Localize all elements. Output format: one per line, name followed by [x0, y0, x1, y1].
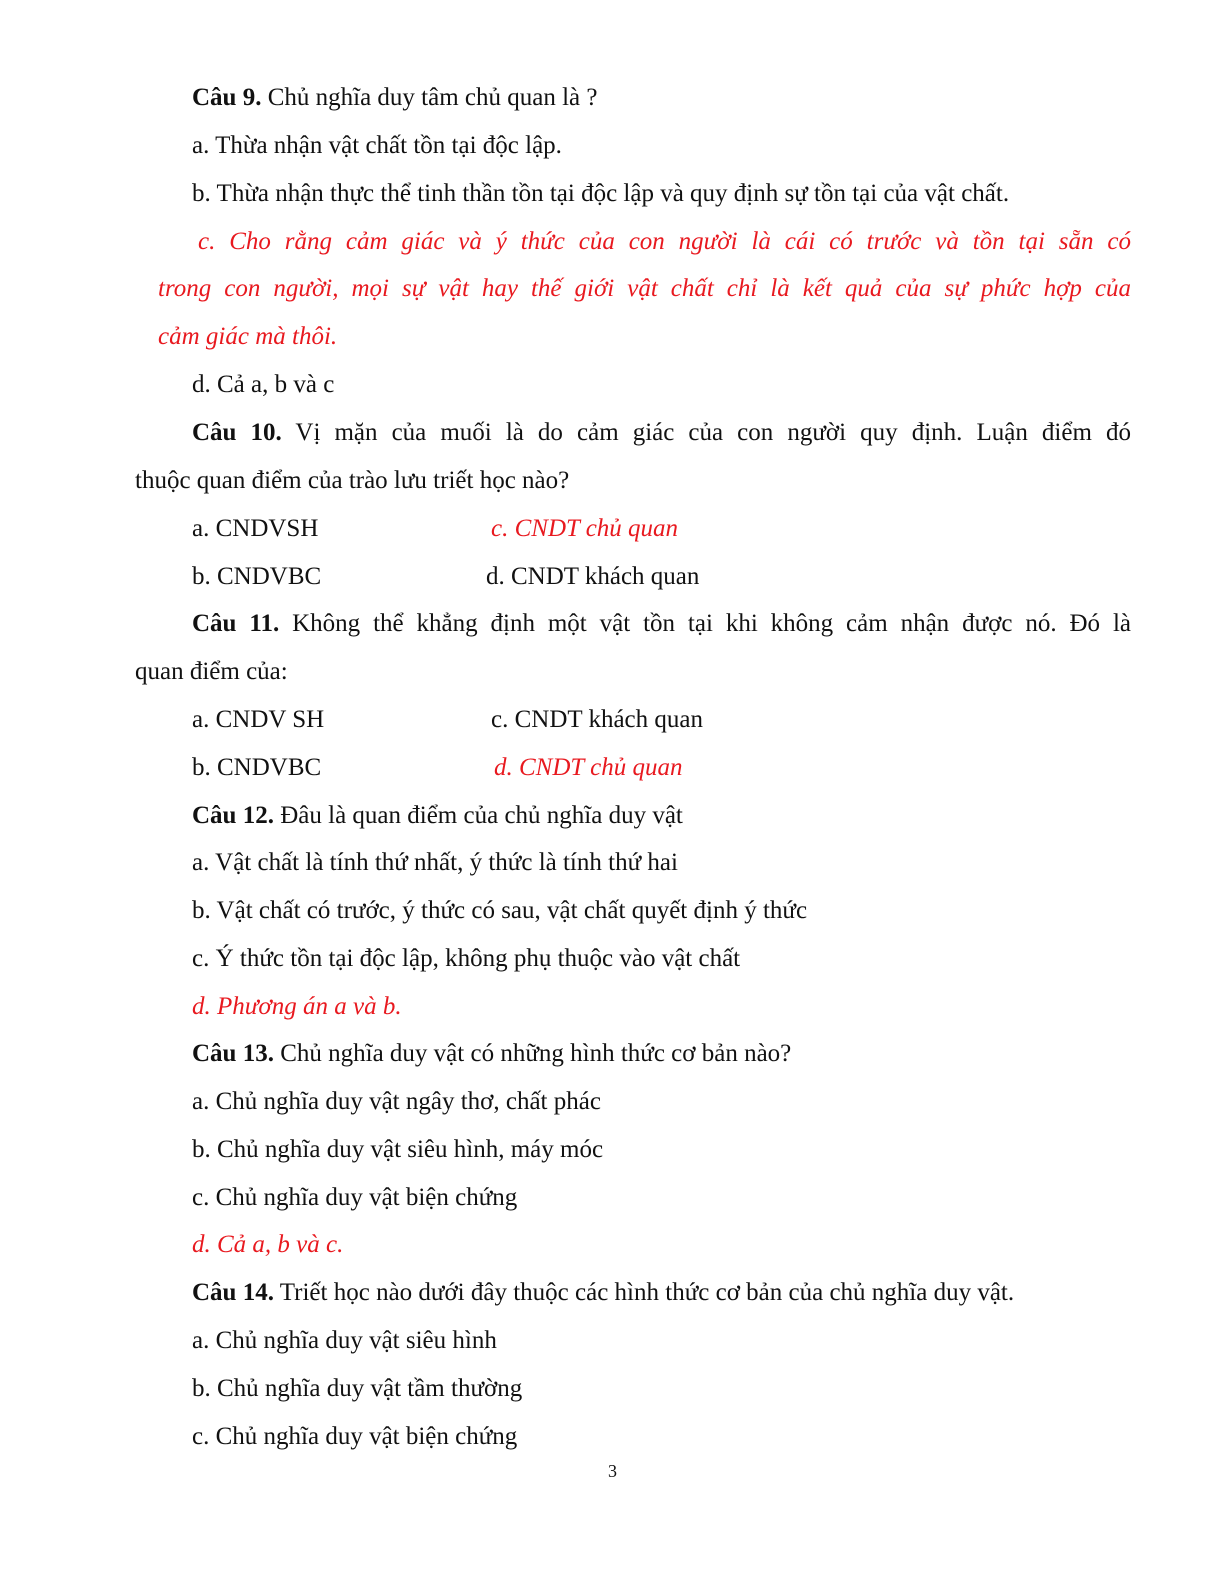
question-label: Câu 9.: [192, 84, 262, 111]
q13-option-b: b. Chủ nghĩa duy vật siêu hình, máy móc: [192, 1136, 604, 1163]
question-9-stem: [192, 83, 598, 113]
question-label: Câu 14.: [192, 1279, 274, 1306]
question-13-stem: [192, 1039, 791, 1069]
question-11-stem: [192, 609, 1131, 639]
q9-option-a: a. Thừa nhận vật chất tồn tại độc lập.: [192, 132, 562, 159]
q13-option-c: c. Chủ nghĩa duy vật biện chứng: [192, 1184, 518, 1211]
question-14-stem: [192, 1278, 1014, 1308]
q12-option-d-correct: d. Phương án a và b.: [192, 993, 402, 1020]
question-11-stem-continued: quan điểm của:: [135, 658, 288, 685]
question-label: Câu 12.: [192, 802, 274, 829]
question-text: Không thể khẳng định một vật tồn tại khi không cảm nhận được nó. Đó là: [279, 610, 1131, 637]
q14-option-a: a. Chủ nghĩa duy vật siêu hình: [192, 1327, 497, 1354]
q14-option-b: b. Chủ nghĩa duy vật tầm thường: [192, 1375, 523, 1402]
q9-option-c-end: cảm giác mà thôi.: [158, 323, 338, 350]
q12-option-c: c. Ý thức tồn tại độc lập, không phụ thuộc vào vật chất: [192, 945, 741, 972]
q12-option-a: a. Vật chất là tính thứ nhất, ý thức là tính thứ hai: [192, 849, 678, 876]
q9-option-c-continued: trong con người, mọi sự vật hay thế giới vật chất chỉ là kết quả của sự phức hợp của: [158, 275, 1131, 302]
q9-option-d: d. Cả a, b và c: [192, 371, 335, 398]
question-label: Câu 10.: [192, 419, 282, 446]
question-text: Chủ nghĩa duy tâm chủ quan là ?: [261, 84, 598, 111]
q10-option-d: d. CNDT khách quan: [486, 563, 700, 590]
page-number: 3: [608, 1461, 617, 1481]
q14-option-c: c. Chủ nghĩa duy vật biện chứng: [192, 1423, 518, 1450]
q12-option-b: b. Vật chất có trước, ý thức có sau, vật chất quyết định ý thức: [192, 897, 808, 924]
q11-option-a: a. CNDV SH: [192, 706, 325, 733]
question-text: Vị mặn của muối là do cảm giác của con người quy định. Luận điểm đó: [281, 419, 1131, 446]
q10-option-c-correct: c. CNDT chủ quan: [491, 515, 679, 542]
q11-option-c: c. CNDT khách quan: [491, 706, 703, 733]
q13-option-a: a. Chủ nghĩa duy vật ngây thơ, chất phác: [192, 1088, 601, 1115]
question-10-stem-continued: thuộc quan điểm của trào lưu triết học nào?: [135, 467, 570, 494]
q10-option-a: a. CNDVSH: [192, 515, 319, 542]
question-label: Câu 13.: [192, 1040, 274, 1067]
q10-option-b: b. CNDVBC: [192, 563, 322, 590]
question-text: Đâu là quan điểm của chủ nghĩa duy vật: [273, 802, 683, 829]
question-10-stem: [192, 418, 1131, 448]
question-label: Câu 11.: [192, 610, 280, 637]
question-text: Triết học nào dưới đây thuộc các hình thức cơ bản của chủ nghĩa duy vật.: [273, 1279, 1015, 1306]
q9-option-b: b. Thừa nhận thực thể tinh thần tồn tại độc lập và quy định sự tồn tại của vật chất.: [192, 180, 1010, 207]
q11-option-b: b. CNDVBC: [192, 754, 322, 781]
q9-option-c-correct: c. Cho rằng cảm giác và ý thức của con người là cái có trước và tồn tại sẵn có: [198, 228, 1131, 255]
q11-option-d-correct: d. CNDT chủ quan: [494, 754, 683, 781]
question-12-stem: [192, 801, 683, 831]
question-text: Chủ nghĩa duy vật có những hình thức cơ bản nào?: [273, 1040, 792, 1067]
q13-option-d-correct: d. Cả a, b và c.: [192, 1231, 344, 1258]
